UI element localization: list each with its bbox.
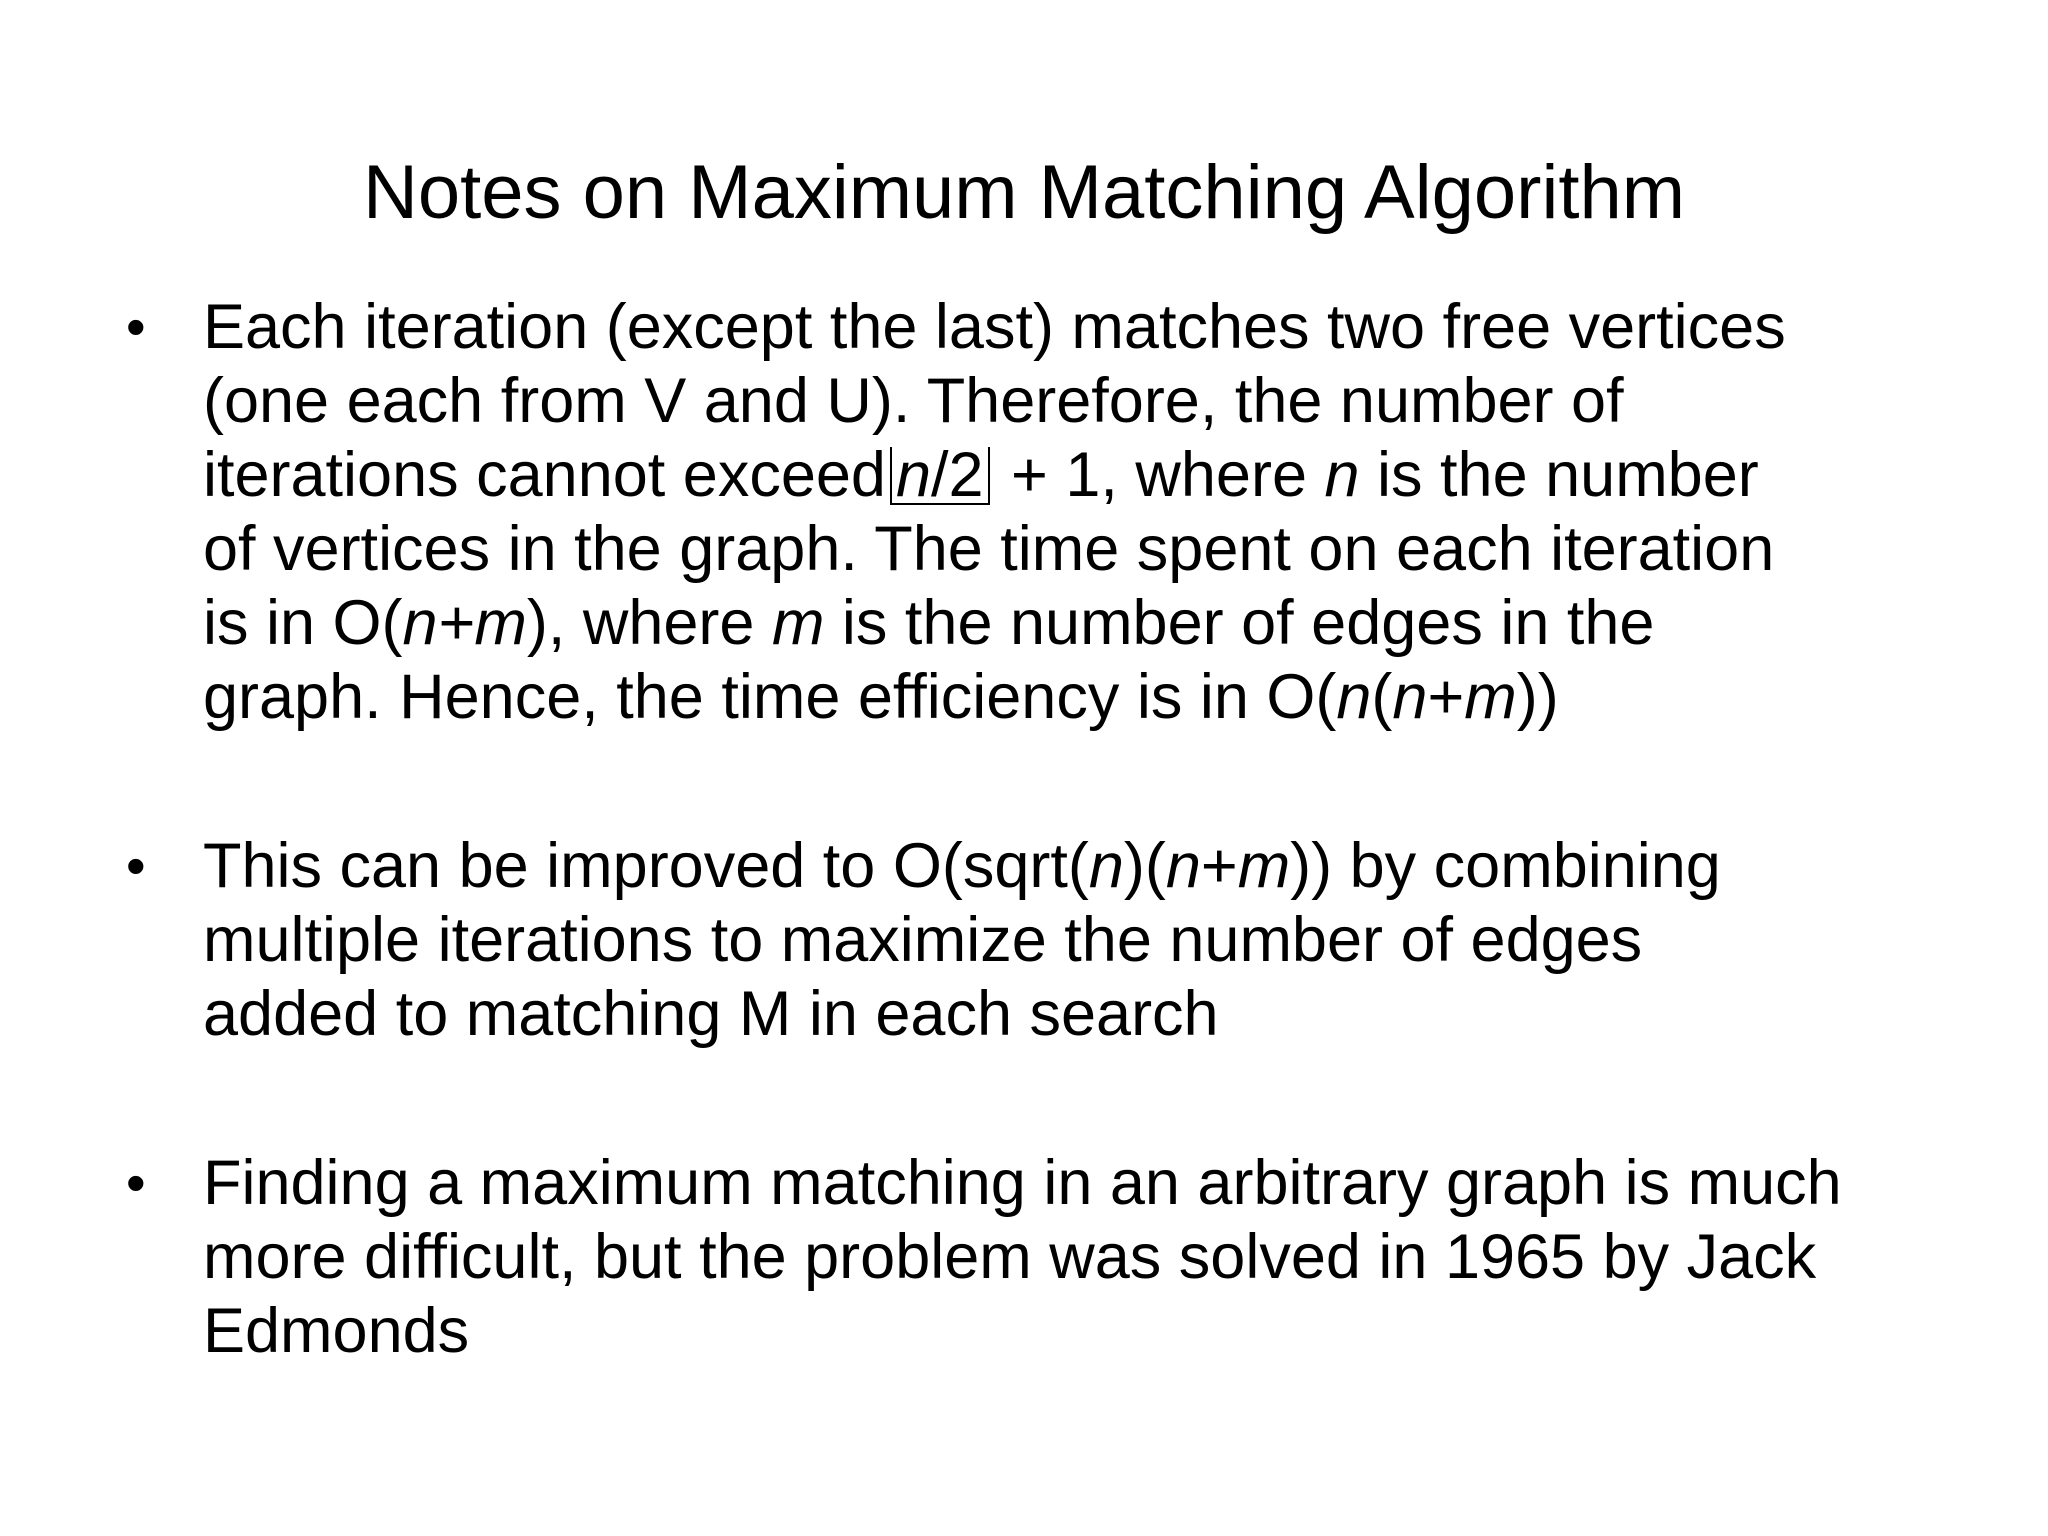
bullet-item-3 [120, 1146, 2020, 1368]
bullet-item-2 [120, 829, 2020, 1051]
bullet-1-line-4: of vertices in the graph. The time spent on each iteration [203, 514, 1775, 584]
bullet-1-line-5: is in O(n+m), where m is the number of edges in the [203, 588, 1655, 658]
bullet-1-line-1: Each iteration (except the last) matches two free vertices [203, 292, 1786, 362]
bullet-2-line-3: added to matching M in each search [203, 979, 1219, 1049]
bullet-3-line-2: more difficult, but the problem was solved in 1965 by Jack [203, 1222, 1817, 1292]
bullet-2-line-2: multiple iterations to maximize the number of edges [203, 905, 1643, 975]
bullet-3-line-1: Finding a maximum matching in an arbitrary graph is much [203, 1148, 1842, 1218]
bullet-marker: • [126, 295, 146, 358]
bullet-1-line-6: graph. Hence, the time efficiency is in O(n(n+m)) [203, 662, 1559, 732]
bullet-marker: • [126, 1151, 146, 1214]
bullet-marker: • [126, 834, 146, 897]
bullet-list [120, 290, 2020, 1368]
bullet-item-1 [120, 290, 2020, 734]
slide-title: Notes on Maximum Matching Algorithm [362, 150, 1686, 235]
floor-bracket: n/2 [890, 447, 990, 505]
bullet-1-line-2: (one each from V and U). Therefore, the number of [203, 366, 1624, 436]
bullet-1-line-3: iterations cannot exceed n/2 + 1, where n is the number [203, 440, 1759, 510]
bullet-3-line-3: Edmonds [203, 1296, 470, 1366]
bullet-2-line-1: This can be improved to O(sqrt(n)(n+m)) by combining [203, 831, 1721, 901]
